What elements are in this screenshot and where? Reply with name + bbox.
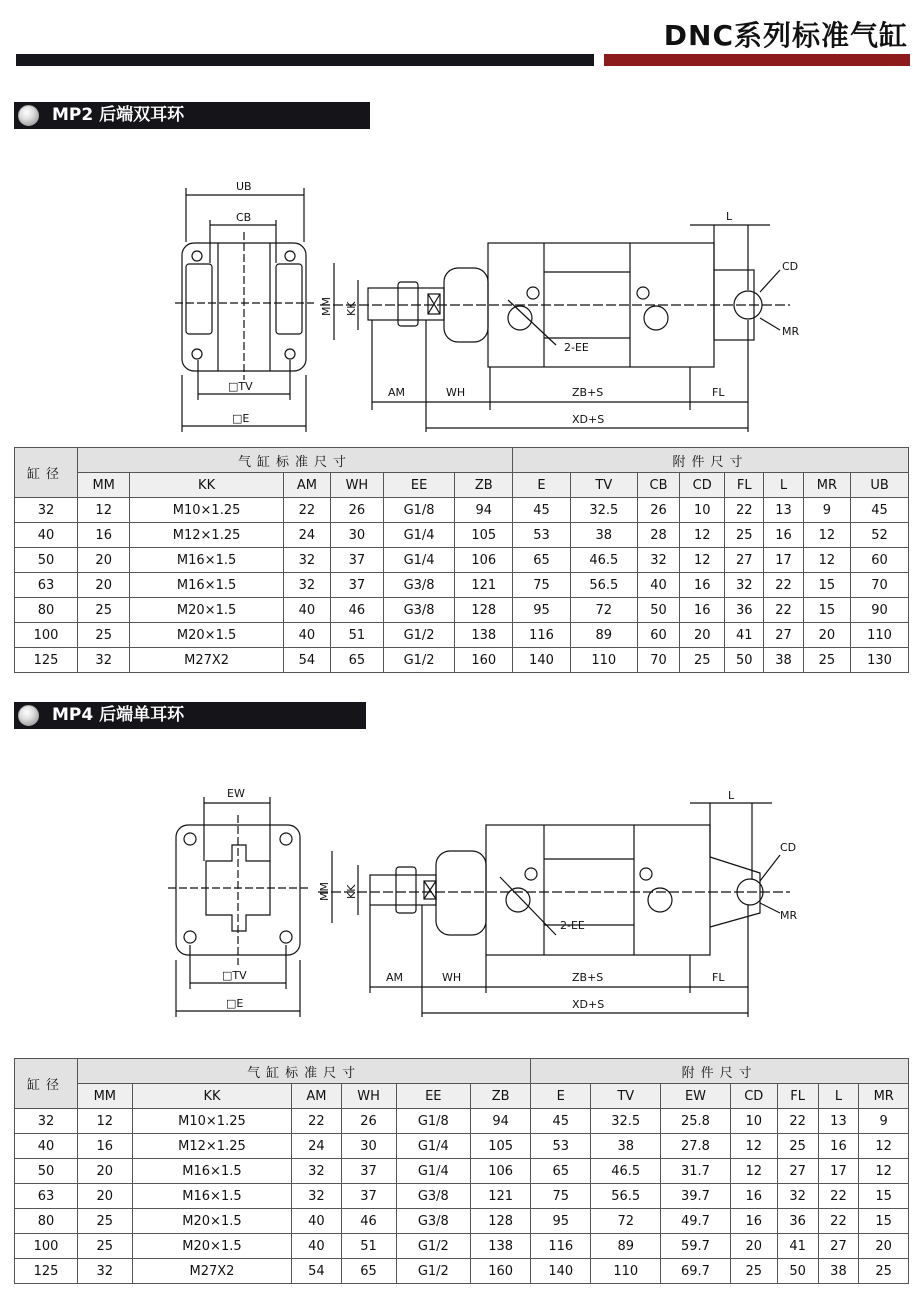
bore-cell: 125	[15, 1259, 78, 1284]
bore-cell: 63	[15, 573, 78, 598]
header-bar-red	[604, 54, 910, 66]
table-cell: 40	[292, 1234, 341, 1259]
table-cell: 110	[591, 1259, 661, 1284]
table-cell: 160	[471, 1259, 531, 1284]
column-header: CB	[637, 473, 679, 498]
bore-cell: 32	[15, 498, 78, 523]
table-cell: 16	[680, 573, 725, 598]
group-header-standard: 气缸标准尺寸	[78, 1059, 531, 1084]
bore-cell: 32	[15, 1109, 78, 1134]
table-cell: G1/4	[383, 548, 455, 573]
table-cell: 12	[78, 1109, 133, 1134]
table-cell: 40	[283, 623, 330, 648]
table-cell: 22	[764, 573, 803, 598]
dim-ew: EW	[227, 787, 245, 800]
bore-cell: 40	[15, 523, 78, 548]
table-row	[15, 498, 909, 523]
table-cell: 9	[803, 498, 851, 523]
table-cell: 27	[725, 548, 764, 573]
table-cell: 121	[471, 1184, 531, 1209]
column-header: CD	[730, 1084, 777, 1109]
dim-ee: 2-EE	[560, 919, 585, 932]
table-cell: 27	[764, 623, 803, 648]
table-cell: 15	[803, 573, 851, 598]
table-cell: G1/4	[383, 523, 455, 548]
table-cell: 32	[78, 1259, 133, 1284]
table-cell: 40	[292, 1209, 341, 1234]
table-cell: 75	[531, 1184, 591, 1209]
bore-cell: 80	[15, 1209, 78, 1234]
bullet-icon	[18, 105, 39, 126]
table-cell: 140	[513, 648, 571, 673]
table-cell: 25	[859, 1259, 909, 1284]
dim-cd: CD	[780, 841, 797, 854]
column-header: FL	[777, 1084, 818, 1109]
column-header: UB	[851, 473, 909, 498]
table-row	[15, 648, 909, 673]
table-cell: 105	[471, 1134, 531, 1159]
column-header: EW	[661, 1084, 731, 1109]
table-cell: 72	[591, 1209, 661, 1234]
table-cell: 46	[341, 1209, 396, 1234]
dim-mm: MM	[320, 297, 333, 316]
table-cell: 16	[818, 1134, 859, 1159]
table-cell: 32	[725, 573, 764, 598]
table-cell: 25	[680, 648, 725, 673]
table-cell: 26	[637, 498, 679, 523]
table-cell: M20×1.5	[132, 1209, 292, 1234]
table-cell: 12	[680, 523, 725, 548]
bore-cell: 125	[15, 648, 78, 673]
table-cell: 22	[725, 498, 764, 523]
dim-wh: WH	[442, 971, 462, 984]
table-cell: 46	[330, 598, 383, 623]
table-cell: 32	[283, 548, 330, 573]
table-cell: 27.8	[661, 1134, 731, 1159]
table-cell: 50	[725, 648, 764, 673]
table-cell: 27	[777, 1159, 818, 1184]
table-row	[15, 573, 909, 598]
table-cell: 24	[292, 1134, 341, 1159]
dim-am: AM	[386, 971, 404, 984]
column-header: KK	[130, 473, 283, 498]
table-cell: 24	[283, 523, 330, 548]
bore-cell: 50	[15, 548, 78, 573]
column-header: AM	[292, 1084, 341, 1109]
table-cell: 37	[341, 1159, 396, 1184]
table-cell: 69.7	[661, 1259, 731, 1284]
table-cell: 22	[283, 498, 330, 523]
table-cell: 36	[777, 1209, 818, 1234]
table-cell: 16	[78, 523, 130, 548]
table-cell: M16×1.5	[132, 1184, 292, 1209]
mp4-technical-drawing	[0, 765, 920, 1030]
table-cell: G1/8	[383, 498, 455, 523]
dim-mm: MM	[318, 882, 331, 901]
bore-cell: 100	[15, 623, 78, 648]
table-cell: 32	[78, 648, 130, 673]
table-cell: 22	[292, 1109, 341, 1134]
table-cell: 89	[591, 1234, 661, 1259]
table-header-group-row	[15, 448, 909, 473]
table-cell: 106	[471, 1159, 531, 1184]
dim-kk: KK	[345, 884, 358, 899]
table-cell: 128	[471, 1209, 531, 1234]
table-cell: 70	[637, 648, 679, 673]
dim-mr: MR	[782, 325, 800, 338]
table-cell: M12×1.25	[130, 523, 283, 548]
table-cell: 26	[341, 1109, 396, 1134]
table-cell: 90	[851, 598, 909, 623]
column-header: E	[531, 1084, 591, 1109]
dim-cb: CB	[236, 211, 252, 224]
table-cell: 17	[764, 548, 803, 573]
table-cell: 110	[570, 648, 637, 673]
table-cell: 25	[777, 1134, 818, 1159]
table-cell: 13	[818, 1109, 859, 1134]
table-cell: M12×1.25	[132, 1134, 292, 1159]
dim-am: AM	[388, 386, 406, 399]
table-cell: G1/2	[396, 1259, 471, 1284]
table-cell: M16×1.5	[132, 1159, 292, 1184]
table-cell: 12	[859, 1134, 909, 1159]
table-cell: 32.5	[591, 1109, 661, 1134]
table-cell: 25	[725, 523, 764, 548]
mp2-dimension-table	[14, 447, 909, 673]
table-cell: 65	[341, 1259, 396, 1284]
table-cell: 28	[637, 523, 679, 548]
table-cell: 110	[851, 623, 909, 648]
table-row	[15, 523, 909, 548]
table-cell: 22	[764, 598, 803, 623]
table-cell: 54	[292, 1259, 341, 1284]
table-cell: 54	[283, 648, 330, 673]
table-cell: 17	[818, 1159, 859, 1184]
bullet-icon	[18, 705, 39, 726]
table-cell: 94	[471, 1109, 531, 1134]
table-cell: G1/2	[383, 648, 455, 673]
table-cell: 16	[78, 1134, 133, 1159]
table-cell: 40	[637, 573, 679, 598]
dim-cd: CD	[782, 260, 799, 273]
table-cell: 45	[531, 1109, 591, 1134]
table-cell: 20	[680, 623, 725, 648]
table-cell: 12	[730, 1159, 777, 1184]
table-cell: 10	[730, 1109, 777, 1134]
table-cell: 25.8	[661, 1109, 731, 1134]
table-cell: 15	[859, 1209, 909, 1234]
table-cell: 53	[513, 523, 571, 548]
group-header-accessory: 附件尺寸	[513, 448, 909, 473]
table-cell: 30	[330, 523, 383, 548]
table-cell: 59.7	[661, 1234, 731, 1259]
table-cell: 95	[513, 598, 571, 623]
table-cell: 75	[513, 573, 571, 598]
bore-header: 缸径	[15, 448, 78, 498]
table-cell: M16×1.5	[130, 548, 283, 573]
table-cell: 22	[818, 1184, 859, 1209]
column-header: MR	[859, 1084, 909, 1109]
table-cell: 22	[777, 1109, 818, 1134]
table-cell: 65	[330, 648, 383, 673]
table-row	[15, 1109, 909, 1134]
table-cell: 49.7	[661, 1209, 731, 1234]
dim-wh: WH	[446, 386, 466, 399]
table-cell: 50	[777, 1259, 818, 1284]
dim-tv: □TV	[228, 380, 253, 393]
table-cell: 32	[292, 1159, 341, 1184]
table-cell: 16	[730, 1184, 777, 1209]
table-cell: 94	[455, 498, 513, 523]
table-row	[15, 1134, 909, 1159]
dim-xds: XD+S	[572, 413, 605, 426]
dim-tv: □TV	[222, 969, 247, 982]
table-cell: 32.5	[570, 498, 637, 523]
table-cell: 41	[725, 623, 764, 648]
table-cell: 25	[78, 1209, 133, 1234]
page-title: DNC系列标准气缸	[663, 19, 908, 52]
table-cell: 16	[680, 598, 725, 623]
table-cell: 140	[531, 1259, 591, 1284]
table-cell: 31.7	[661, 1159, 731, 1184]
table-cell: M20×1.5	[132, 1234, 292, 1259]
table-cell: M20×1.5	[130, 623, 283, 648]
table-cell: M27X2	[132, 1259, 292, 1284]
bore-cell: 63	[15, 1184, 78, 1209]
table-cell: G1/4	[396, 1134, 471, 1159]
table-cell: G3/8	[383, 573, 455, 598]
table-cell: 27	[818, 1234, 859, 1259]
bore-cell: 50	[15, 1159, 78, 1184]
section-heading-text: MP2 后端双耳环	[52, 105, 185, 125]
dim-fl: FL	[712, 971, 725, 984]
table-cell: 30	[341, 1134, 396, 1159]
table-cell: 46.5	[591, 1159, 661, 1184]
table-row	[15, 548, 909, 573]
section-heading-mp4	[14, 702, 366, 729]
dim-e: □E	[226, 997, 244, 1010]
bore-cell: 100	[15, 1234, 78, 1259]
table-cell: 72	[570, 598, 637, 623]
dim-mr: MR	[780, 909, 798, 922]
table-cell: 70	[851, 573, 909, 598]
column-header: MR	[803, 473, 851, 498]
table-cell: 12	[680, 548, 725, 573]
table-cell: 38	[570, 523, 637, 548]
table-cell: 32	[292, 1184, 341, 1209]
table-cell: 20	[803, 623, 851, 648]
dim-e: □E	[232, 412, 250, 425]
table-row	[15, 623, 909, 648]
bore-cell: 80	[15, 598, 78, 623]
table-cell: 20	[78, 573, 130, 598]
table-cell: M10×1.25	[130, 498, 283, 523]
section-heading-mp2	[14, 102, 370, 129]
column-header: ZB	[471, 1084, 531, 1109]
table-cell: 40	[283, 598, 330, 623]
table-cell: 46.5	[570, 548, 637, 573]
table-cell: 45	[851, 498, 909, 523]
table-cell: 52	[851, 523, 909, 548]
column-header: WH	[330, 473, 383, 498]
table-cell: G1/2	[396, 1234, 471, 1259]
table-header-group-row	[15, 1059, 909, 1084]
table-cell: 121	[455, 573, 513, 598]
dim-l: L	[726, 210, 733, 223]
table-row	[15, 1184, 909, 1209]
table-cell: 20	[730, 1234, 777, 1259]
table-row	[15, 1259, 909, 1284]
column-header: FL	[725, 473, 764, 498]
table-cell: 60	[851, 548, 909, 573]
column-header: MM	[78, 473, 130, 498]
table-header-row	[15, 1084, 909, 1109]
dim-zbs: ZB+S	[572, 971, 604, 984]
table-cell: 12	[730, 1134, 777, 1159]
table-cell: 106	[455, 548, 513, 573]
table-row	[15, 598, 909, 623]
table-cell: 32	[777, 1184, 818, 1209]
table-cell: 12	[859, 1159, 909, 1184]
table-cell: 39.7	[661, 1184, 731, 1209]
table-cell: 20	[78, 1184, 133, 1209]
column-header: L	[764, 473, 803, 498]
table-cell: 45	[513, 498, 571, 523]
table-cell: 9	[859, 1109, 909, 1134]
column-header: WH	[341, 1084, 396, 1109]
table-cell: M27X2	[130, 648, 283, 673]
section-heading-text: MP4 后端单耳环	[52, 705, 185, 725]
table-cell: 116	[513, 623, 571, 648]
table-cell: 25	[803, 648, 851, 673]
table-cell: G1/4	[396, 1159, 471, 1184]
table-cell: 65	[513, 548, 571, 573]
table-cell: 130	[851, 648, 909, 673]
dim-xds: XD+S	[572, 998, 605, 1011]
column-header: CD	[680, 473, 725, 498]
column-header: EE	[396, 1084, 471, 1109]
table-cell: 38	[591, 1134, 661, 1159]
table-cell: M20×1.5	[130, 598, 283, 623]
table-cell: 15	[859, 1184, 909, 1209]
table-cell: 20	[859, 1234, 909, 1259]
mp2-technical-drawing	[0, 170, 920, 440]
table-row	[15, 1234, 909, 1259]
table-cell: 16	[730, 1209, 777, 1234]
mp4-dimension-table	[14, 1058, 909, 1284]
header-bar-dark	[16, 54, 594, 66]
dim-kk: KK	[345, 301, 358, 316]
table-cell: 25	[78, 1234, 133, 1259]
table-cell: 16	[764, 523, 803, 548]
table-cell: 15	[803, 598, 851, 623]
dim-ee: 2-EE	[564, 341, 589, 354]
table-cell: 38	[764, 648, 803, 673]
table-cell: 95	[531, 1209, 591, 1234]
table-row	[15, 1209, 909, 1234]
table-cell: 160	[455, 648, 513, 673]
table-cell: 105	[455, 523, 513, 548]
table-cell: 41	[777, 1234, 818, 1259]
column-header: KK	[132, 1084, 292, 1109]
table-header-row	[15, 473, 909, 498]
table-cell: 53	[531, 1134, 591, 1159]
table-cell: 25	[78, 623, 130, 648]
dim-zbs: ZB+S	[572, 386, 604, 399]
group-header-accessory: 附件尺寸	[531, 1059, 909, 1084]
column-header: MM	[78, 1084, 133, 1109]
table-cell: 26	[330, 498, 383, 523]
column-header: TV	[591, 1084, 661, 1109]
table-cell: 20	[78, 1159, 133, 1184]
column-header: AM	[283, 473, 330, 498]
table-cell: 65	[531, 1159, 591, 1184]
table-cell: 56.5	[570, 573, 637, 598]
table-cell: 20	[78, 548, 130, 573]
column-header: TV	[570, 473, 637, 498]
column-header: EE	[383, 473, 455, 498]
table-cell: 128	[455, 598, 513, 623]
table-cell: 32	[637, 548, 679, 573]
table-cell: 116	[531, 1234, 591, 1259]
table-cell: 36	[725, 598, 764, 623]
table-cell: 32	[283, 573, 330, 598]
table-cell: 138	[455, 623, 513, 648]
table-cell: 13	[764, 498, 803, 523]
table-cell: 37	[330, 548, 383, 573]
group-header-standard: 气缸标准尺寸	[78, 448, 513, 473]
table-cell: 25	[78, 598, 130, 623]
table-cell: 89	[570, 623, 637, 648]
table-cell: G3/8	[383, 598, 455, 623]
table-cell: 51	[341, 1234, 396, 1259]
column-header: E	[513, 473, 571, 498]
bore-header: 缸径	[15, 1059, 78, 1109]
table-cell: 51	[330, 623, 383, 648]
table-cell: 38	[818, 1259, 859, 1284]
table-cell: M16×1.5	[130, 573, 283, 598]
table-cell: 12	[78, 498, 130, 523]
column-header: ZB	[455, 473, 513, 498]
table-row	[15, 1159, 909, 1184]
table-cell: G1/8	[396, 1109, 471, 1134]
table-cell: 37	[341, 1184, 396, 1209]
table-cell: 10	[680, 498, 725, 523]
table-cell: 50	[637, 598, 679, 623]
dim-fl: FL	[712, 386, 725, 399]
table-cell: G3/8	[396, 1184, 471, 1209]
table-cell: 56.5	[591, 1184, 661, 1209]
dim-l: L	[728, 789, 735, 802]
bore-cell: 40	[15, 1134, 78, 1159]
table-cell: 60	[637, 623, 679, 648]
table-cell: 12	[803, 523, 851, 548]
table-cell: M10×1.25	[132, 1109, 292, 1134]
table-cell: 138	[471, 1234, 531, 1259]
column-header: L	[818, 1084, 859, 1109]
table-cell: 25	[730, 1259, 777, 1284]
table-cell: G1/2	[383, 623, 455, 648]
table-cell: 12	[803, 548, 851, 573]
table-cell: 37	[330, 573, 383, 598]
table-cell: G3/8	[396, 1209, 471, 1234]
dim-ub: UB	[236, 180, 252, 193]
table-cell: 22	[818, 1209, 859, 1234]
